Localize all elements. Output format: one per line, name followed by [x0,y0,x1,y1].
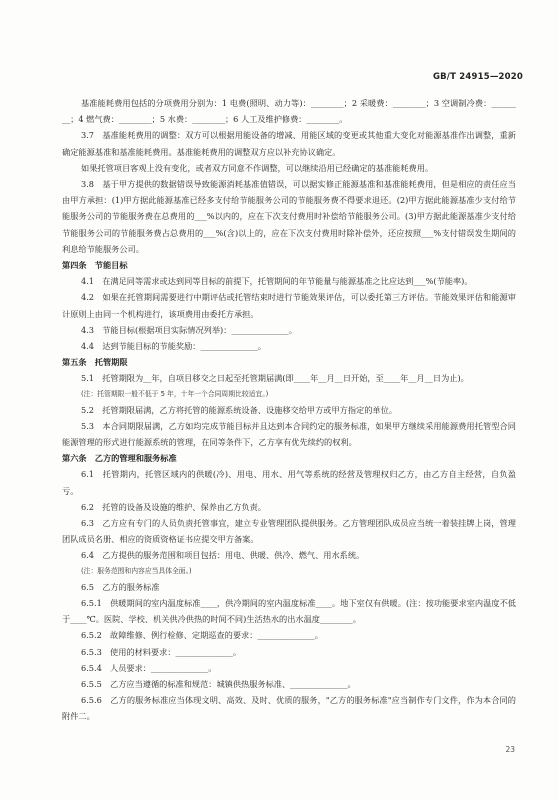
note-text: (注：服务范围和内容应当具体全面。) [81,566,192,575]
body-paragraph: 3.7 基准能耗费用的调整：双方可以根据用能设备的增减、用能区域的变更或其他重大变化对能源基准作出调整，重新确定能源基准和基准能耗费用。基准能耗费用的调整双方应以补充协议确定。 [62,130,516,157]
body-paragraph: 4.3 节能目标(根据项目实际情况列举)：______________。 [81,324,297,335]
body-paragraph: 6.5.4 人员要求：______________。 [81,662,217,673]
body-paragraph: 4.4 达到节能目标的节能奖励：______________。 [81,341,266,352]
body-paragraph: 6.5.5 乙方应当遵循的标准和规范：城镇供热服务标准、______________。 [81,678,356,689]
body-paragraph: 4.2 如果在托管期间需要进行中期评估或托管结束时进行节能效果评估，可以委托第三方评估。节能效果评估和能源审计原则上由同一个机构进行，该项费用由委托方承担。 [62,292,516,319]
body-paragraph: 如果托管项目客观上没有变化，或者双方同意不作调整，可以继续沿用已经确定的基准能耗费用。 [81,162,434,173]
body-paragraph: 3.8 基于甲方提供的数据错误导致能源消耗基准值错误，可以据实修正能源基准和基准能耗费用，但是相应的责任应当由甲方承担：(1)甲方据此能源基准已经多支付给节能服务公司的节能服务费不得要求退还。(2)甲方据此能源基准少支付给节能服务公司的节能服务费在总费用的___%以内的，应在下次支付费用时补偿给节能服务公司。(3)甲方据此能源基准少支付给节能服务公司的节能服务费占总费用的___%(含)以上的，应在下次支付费用时除补偿外，还应按照___%支付错误发生期间的利息给节能服务公司。 [62,179,516,254]
section-heading: 第六条 乙方的管理和服务标准 [62,453,177,464]
document-body [62,95,516,725]
body-paragraph: 5.3 本合同期限届满，乙方如均完成节能目标并且达到本合同约定的服务标准，如果甲方继续采用能源费用托管型合同能源管理的形式进行能源系统的管理，在同等条件下，乙方享有优先续约的权利。 [62,420,516,448]
body-paragraph: 6.5 乙方的服务标准 [81,581,160,592]
note-text: (注：托管期限一般不低于 5 年，十年一个合同周期比较适宜。) [81,389,269,398]
body-paragraph: 6.5.3 使用的材料要求：______________。 [81,646,242,657]
body-paragraph: 6.1 托管期内，托管区域内的供暖(冷)、用电、用水、用气等系统的经营及管理权归乙方，由乙方自主经营，自负盈亏。 [62,469,516,496]
body-paragraph: 6.2 托管的设备及设施的维护、保养由乙方负责。 [81,501,266,512]
section-heading: 第四条 节能目标 [62,260,128,271]
body-paragraph: 6.5.6 乙方的服务标准应当体现文明、高效、及时、优质的服务，"乙方的服务标准"应当制作专门文件，作为本合同的附件二。 [62,695,516,722]
body-paragraph: 6.5.1 供暖期间的室内温度标准____，供冷期间的室内温度标准____。地下室仅有供暖。(注：按功能要求室内温度不低于____℃。医院、学校、机关供冷供热的时间不同)生活热水的出水温度________。 [62,597,516,625]
body-paragraph: 5.1 托管期限为__年，自项目移交之日起至托管期届满(即____年__月__日开始，至____年__月__日为止)。 [81,373,469,384]
body-paragraph: 5.2 托管期限届满，乙方将托管的能源系统设备、设施移交给甲方或甲方指定的单位。 [81,404,397,415]
section-heading: 第五条 托管期限 [62,357,128,368]
body-paragraph: 基准能耗费用包括的分项费用分别为：1 电费(照明、动力等)：________；2 采暖费：________；3 空调制冷费：________；4 燃气费：________；5 水费：________；6 人工及维护修费：________。 [62,98,516,125]
body-paragraph: 6.4 乙方提供的服务范围和项目包括：用电、供暖、供冷、燃气、用水系统。 [81,550,365,561]
body-paragraph: 6.3 乙方应有专门的人员负责托管事宜，建立专业管理团队提供服务。乙方管理团队成员应当统一着装挂牌上岗，管理团队成员名册、相应的资质资格证书应提交甲方备案。 [62,518,516,545]
page-number: 23 [505,745,515,754]
body-paragraph: 4.1 在满足同等需求或达到同等目标的前提下，托管期间的年节能量与能源基准之比应达到___%(节能率)。 [81,276,473,287]
standard-number: GB/T 24915—2020 [432,72,523,82]
body-paragraph: 6.5.2 故障维修、例行检修、定期巡查的要求：______________。 [81,630,323,641]
